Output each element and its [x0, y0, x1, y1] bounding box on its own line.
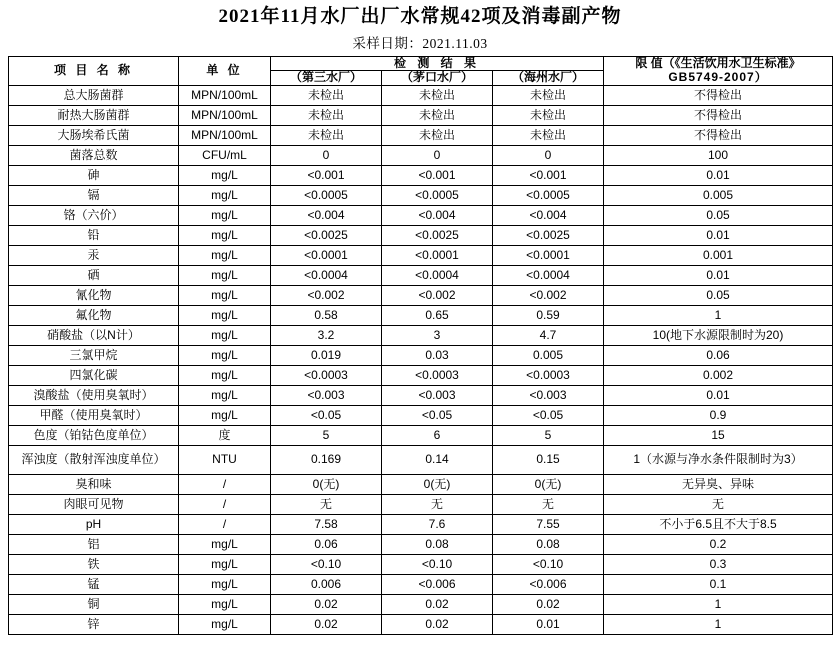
cell-unit: / — [179, 475, 271, 495]
table-row — [9, 326, 833, 346]
cell-plant-2-value: <0.0004 — [382, 266, 493, 286]
cell-unit: / — [179, 515, 271, 535]
table-row — [9, 475, 833, 495]
cell-item-name: 甲醛（使用臭氧时） — [9, 406, 179, 426]
cell-limit-value: 0.001 — [604, 246, 833, 266]
cell-plant-1-value: <0.004 — [271, 206, 382, 226]
cell-plant-1-value: <0.05 — [271, 406, 382, 426]
cell-plant-3-value: <0.001 — [493, 166, 604, 186]
table-row — [9, 106, 833, 126]
table-row — [9, 515, 833, 535]
cell-plant-1-value: <0.003 — [271, 386, 382, 406]
cell-limit-value: 0.01 — [604, 226, 833, 246]
cell-plant-2-value: 0.65 — [382, 306, 493, 326]
cell-limit-value: 无异臭、异味 — [604, 475, 833, 495]
cell-plant-3-value: <0.05 — [493, 406, 604, 426]
sampling-date: 采样日期：2021.11.03 — [352, 35, 488, 51]
table-row — [9, 615, 833, 635]
cell-plant-3-value: 未检出 — [493, 126, 604, 146]
cell-item-name: 锌 — [9, 615, 179, 635]
cell-plant-1-value: <0.0003 — [271, 366, 382, 386]
cell-unit: mg/L — [179, 535, 271, 555]
cell-plant-2-value: 0.14 — [382, 446, 493, 475]
cell-unit: mg/L — [179, 366, 271, 386]
cell-plant-1-value: 0(无) — [271, 475, 382, 495]
cell-unit: mg/L — [179, 306, 271, 326]
limit-standard-line1: 限 值（《生活饮用水卫生标准》 — [635, 56, 801, 71]
cell-plant-3-value: 0.01 — [493, 615, 604, 635]
cell-item-name: 铁 — [9, 555, 179, 575]
cell-item-name: 肉眼可见物 — [9, 495, 179, 515]
table-header-row-1 — [9, 56, 833, 71]
cell-plant-1-value: 0.02 — [271, 615, 382, 635]
table-row — [9, 426, 833, 446]
column-header-item-name: 项 目 名 称 — [9, 56, 179, 86]
table-row — [9, 126, 833, 146]
cell-item-name: pH — [9, 515, 179, 535]
cell-unit: mg/L — [179, 166, 271, 186]
cell-unit: 度 — [179, 426, 271, 446]
cell-unit: / — [179, 495, 271, 515]
cell-plant-1-value: 0.58 — [271, 306, 382, 326]
cell-item-name: 耐热大肠菌群 — [9, 106, 179, 126]
cell-limit-value: 100 — [604, 146, 833, 166]
cell-item-name: 菌落总数 — [9, 146, 179, 166]
cell-plant-1-value: 0.169 — [271, 446, 382, 475]
cell-plant-2-value: <0.004 — [382, 206, 493, 226]
cell-plant-2-value: 6 — [382, 426, 493, 446]
cell-plant-1-value: 7.58 — [271, 515, 382, 535]
cell-plant-2-value: 0.03 — [382, 346, 493, 366]
cell-plant-3-value: 5 — [493, 426, 604, 446]
cell-plant-1-value: 0 — [271, 146, 382, 166]
cell-limit-value: 0.05 — [604, 286, 833, 306]
cell-plant-1-value: 无 — [271, 495, 382, 515]
cell-unit: mg/L — [179, 595, 271, 615]
table-row — [9, 206, 833, 226]
cell-plant-3-value: <0.0005 — [493, 186, 604, 206]
cell-plant-3-value: <0.0004 — [493, 266, 604, 286]
cell-plant-2-value: 未检出 — [382, 86, 493, 106]
cell-plant-3-value: 未检出 — [493, 86, 604, 106]
cell-item-name: 镉 — [9, 186, 179, 206]
cell-plant-1-value: 3.2 — [271, 326, 382, 346]
cell-plant-1-value: <0.10 — [271, 555, 382, 575]
table-row — [9, 286, 833, 306]
column-header-plant-3: （海州水厂） — [493, 71, 604, 86]
cell-unit: mg/L — [179, 226, 271, 246]
table-row — [9, 366, 833, 386]
cell-plant-3-value: <0.002 — [493, 286, 604, 306]
table-row — [9, 495, 833, 515]
cell-plant-1-value: 未检出 — [271, 106, 382, 126]
table-row — [9, 86, 833, 106]
cell-unit: mg/L — [179, 186, 271, 206]
cell-plant-1-value: 未检出 — [271, 126, 382, 146]
cell-limit-value: 1（水源与净水条件限制时为3） — [604, 446, 833, 475]
cell-limit-value: 不小于6.5且不大于8.5 — [604, 515, 833, 535]
table-header — [9, 56, 833, 86]
cell-plant-2-value: 未检出 — [382, 126, 493, 146]
cell-plant-3-value: 0 — [493, 146, 604, 166]
cell-unit: MPN/100mL — [179, 86, 271, 106]
water-quality-table — [8, 56, 833, 636]
table-row — [9, 535, 833, 555]
column-header-unit: 单 位 — [179, 56, 271, 86]
cell-limit-value: 1 — [604, 615, 833, 635]
cell-unit: mg/L — [179, 386, 271, 406]
cell-item-name: 铬（六价） — [9, 206, 179, 226]
column-header-limit — [604, 56, 833, 86]
cell-plant-3-value: 0.005 — [493, 346, 604, 366]
table-row — [9, 246, 833, 266]
cell-plant-1-value: 0.019 — [271, 346, 382, 366]
cell-limit-value: 无 — [604, 495, 833, 515]
cell-unit: mg/L — [179, 346, 271, 366]
column-header-plant-1: （第三水厂） — [271, 71, 382, 86]
table-row — [9, 266, 833, 286]
cell-limit-value: 1 — [604, 306, 833, 326]
cell-plant-2-value: <0.003 — [382, 386, 493, 406]
cell-unit: NTU — [179, 446, 271, 475]
cell-plant-3-value: 0.08 — [493, 535, 604, 555]
cell-unit: MPN/100mL — [179, 106, 271, 126]
cell-item-name: 铅 — [9, 226, 179, 246]
cell-plant-1-value: 5 — [271, 426, 382, 446]
cell-plant-3-value: 0.59 — [493, 306, 604, 326]
cell-item-name: 总大肠菌群 — [9, 86, 179, 106]
cell-plant-2-value: <0.002 — [382, 286, 493, 306]
cell-plant-1-value: <0.002 — [271, 286, 382, 306]
cell-plant-2-value: <0.0003 — [382, 366, 493, 386]
cell-limit-value: 0.01 — [604, 266, 833, 286]
cell-item-name: 砷 — [9, 166, 179, 186]
table-row — [9, 446, 833, 475]
cell-limit-value: 10(地下水源限制时为20) — [604, 326, 833, 346]
table-row — [9, 406, 833, 426]
cell-plant-2-value: <0.10 — [382, 555, 493, 575]
cell-limit-value: 0.05 — [604, 206, 833, 226]
column-header-plant-2: （茅口水厂） — [382, 71, 493, 86]
cell-limit-value: 0.01 — [604, 166, 833, 186]
cell-limit-value: 0.01 — [604, 386, 833, 406]
table-row — [9, 595, 833, 615]
table-row — [9, 346, 833, 366]
cell-item-name: 汞 — [9, 246, 179, 266]
cell-limit-value: 0.002 — [604, 366, 833, 386]
cell-plant-3-value: 0(无) — [493, 475, 604, 495]
cell-limit-value: 0.2 — [604, 535, 833, 555]
table-row — [9, 166, 833, 186]
cell-plant-1-value: <0.0001 — [271, 246, 382, 266]
cell-limit-value: 不得检出 — [604, 126, 833, 146]
cell-item-name: 臭和味 — [9, 475, 179, 495]
cell-item-name: 锰 — [9, 575, 179, 595]
table-row — [9, 186, 833, 206]
cell-plant-1-value: <0.0004 — [271, 266, 382, 286]
cell-item-name: 硒 — [9, 266, 179, 286]
cell-plant-2-value: 无 — [382, 495, 493, 515]
cell-limit-value: 0.9 — [604, 406, 833, 426]
cell-item-name: 三氯甲烷 — [9, 346, 179, 366]
cell-unit: mg/L — [179, 326, 271, 346]
cell-limit-value: 不得检出 — [604, 86, 833, 106]
cell-plant-2-value: <0.006 — [382, 575, 493, 595]
cell-plant-2-value: 0 — [382, 146, 493, 166]
cell-limit-value: 1 — [604, 595, 833, 615]
cell-item-name: 铝 — [9, 535, 179, 555]
cell-unit: CFU/mL — [179, 146, 271, 166]
cell-plant-2-value: 0(无) — [382, 475, 493, 495]
cell-limit-value: 0.005 — [604, 186, 833, 206]
cell-unit: mg/L — [179, 266, 271, 286]
cell-plant-1-value: 0.06 — [271, 535, 382, 555]
cell-item-name: 浑浊度（散射浑浊度单位） — [9, 446, 179, 475]
cell-plant-3-value: 无 — [493, 495, 604, 515]
cell-plant-1-value: 未检出 — [271, 86, 382, 106]
cell-item-name: 色度（铂钴色度单位） — [9, 426, 179, 446]
cell-item-name: 硝酸盐（以N计） — [9, 326, 179, 346]
cell-limit-value: 0.3 — [604, 555, 833, 575]
limit-standard-line2: GB5749-2007） — [668, 69, 768, 84]
cell-plant-1-value: 0.006 — [271, 575, 382, 595]
cell-plant-1-value: <0.0025 — [271, 226, 382, 246]
cell-plant-3-value: <0.003 — [493, 386, 604, 406]
table-row — [9, 555, 833, 575]
cell-limit-value: 0.1 — [604, 575, 833, 595]
cell-unit: mg/L — [179, 246, 271, 266]
cell-unit: mg/L — [179, 206, 271, 226]
cell-plant-3-value: 0.02 — [493, 595, 604, 615]
cell-plant-3-value: <0.0001 — [493, 246, 604, 266]
cell-plant-1-value: <0.0005 — [271, 186, 382, 206]
cell-plant-3-value: 0.15 — [493, 446, 604, 475]
cell-plant-2-value: 0.02 — [382, 615, 493, 635]
cell-plant-3-value: <0.0025 — [493, 226, 604, 246]
cell-plant-2-value: 3 — [382, 326, 493, 346]
cell-item-name: 溴酸盐（使用臭氧时） — [9, 386, 179, 406]
cell-plant-2-value: 0.08 — [382, 535, 493, 555]
cell-plant-2-value: <0.0005 — [382, 186, 493, 206]
table-row — [9, 575, 833, 595]
table-row — [9, 306, 833, 326]
cell-unit: mg/L — [179, 555, 271, 575]
table-row — [9, 226, 833, 246]
column-header-results: 检 测 结 果 — [271, 56, 604, 71]
cell-plant-2-value: 未检出 — [382, 106, 493, 126]
cell-unit: mg/L — [179, 286, 271, 306]
cell-item-name: 氟化物 — [9, 306, 179, 326]
cell-plant-3-value: 7.55 — [493, 515, 604, 535]
cell-plant-2-value: <0.001 — [382, 166, 493, 186]
cell-plant-3-value: 4.7 — [493, 326, 604, 346]
cell-unit: mg/L — [179, 615, 271, 635]
cell-item-name: 四氯化碳 — [9, 366, 179, 386]
cell-limit-value: 不得检出 — [604, 106, 833, 126]
cell-plant-3-value: <0.10 — [493, 555, 604, 575]
cell-plant-2-value: 7.6 — [382, 515, 493, 535]
cell-unit: MPN/100mL — [179, 126, 271, 146]
cell-limit-value: 15 — [604, 426, 833, 446]
cell-plant-2-value: <0.05 — [382, 406, 493, 426]
cell-item-name: 大肠埃希氏菌 — [9, 126, 179, 146]
cell-plant-1-value: 0.02 — [271, 595, 382, 615]
cell-unit: mg/L — [179, 406, 271, 426]
cell-limit-value: 0.06 — [604, 346, 833, 366]
table-body — [9, 86, 833, 635]
cell-plant-2-value: <0.0025 — [382, 226, 493, 246]
cell-unit: mg/L — [179, 575, 271, 595]
cell-plant-3-value: <0.0003 — [493, 366, 604, 386]
cell-plant-2-value: 0.02 — [382, 595, 493, 615]
cell-plant-3-value: <0.006 — [493, 575, 604, 595]
page-title: 2021年11月水厂出厂水常规42项及消毒副产物 — [218, 6, 622, 27]
cell-plant-1-value: <0.001 — [271, 166, 382, 186]
table-row — [9, 386, 833, 406]
cell-item-name: 氰化物 — [9, 286, 179, 306]
cell-plant-2-value: <0.0001 — [382, 246, 493, 266]
cell-plant-3-value: <0.004 — [493, 206, 604, 226]
cell-plant-3-value: 未检出 — [493, 106, 604, 126]
cell-item-name: 铜 — [9, 595, 179, 615]
table-row — [9, 146, 833, 166]
